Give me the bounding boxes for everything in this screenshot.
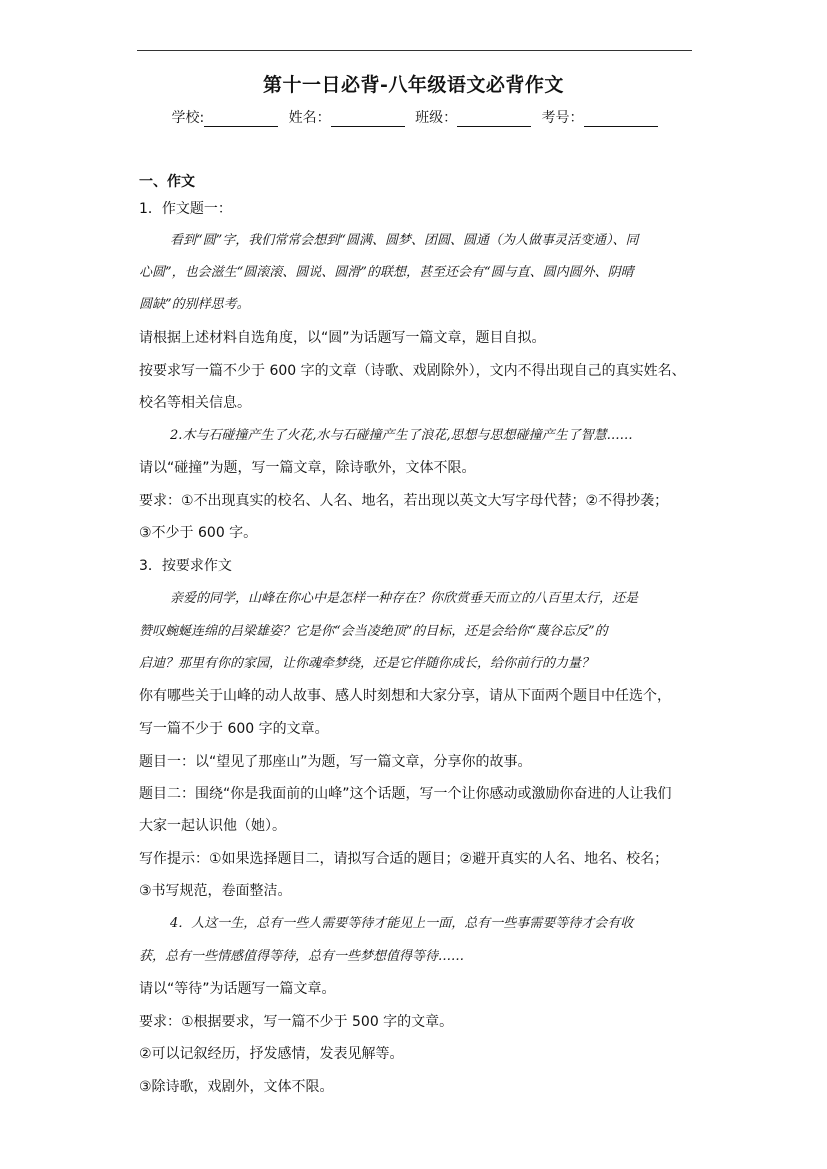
question-4-requirement: ③除诗歌，戏剧外，文体不限。	[139, 1079, 334, 1095]
question-4-requirement: ②可以记叙经历，抒发感情，发表见解等。	[139, 1046, 404, 1062]
question-4-prompt: 4．人这一生，总有一些人需要等待才能见上一面，总有一些事需要等待才会有收	[170, 916, 634, 931]
section-heading: 一、作文	[139, 174, 195, 190]
number-blank	[584, 112, 658, 127]
question-1-heading: 1．作文题一：	[139, 201, 232, 217]
question-3-instruction: 你有哪些关于山峰的动人故事、感人时刻想和大家分享，请从下面两个题目中任选个，	[139, 688, 671, 704]
question-3-topic-2: 大家一起认识他（她）。	[139, 818, 286, 834]
question-3-heading: 3．按要求作文	[139, 558, 232, 574]
question-4-instruction: 请以“等待”为话题写一篇文章。	[139, 981, 336, 997]
question-1-requirement: 校名等相关信息。	[139, 395, 251, 411]
question-2-instruction: 请以“碰撞”为题，写一篇文章，除诗歌外，文体不限。	[139, 460, 476, 476]
page-title: 第十一日必背-八年级语文必背作文	[263, 74, 564, 96]
class-label: 班级：	[415, 110, 458, 126]
material-3-line: 启迪？那里有你的家园，让你魂牵梦绕，还是它伴随你成长，给你前行的力量？	[139, 656, 595, 671]
student-info-line	[0, 107, 827, 127]
header-rule	[137, 50, 692, 51]
name-blank	[331, 112, 405, 127]
question-3-tips: ③书写规范，卷面整洁。	[139, 883, 292, 899]
question-3-tips: 写作提示：①如果选择题目二，请拟写合适的题目；②避开真实的人名、地名、校名；	[139, 851, 669, 867]
material-1-line: 圆缺”的别样思考。	[139, 297, 250, 312]
question-3-instruction: 写一篇不少于 600 字的文章。	[139, 721, 329, 737]
question-2-prompt: 2.木与石碰撞产生了火花,水与石碰撞产生了浪花,思想与思想碰撞产生了智慧……	[170, 428, 633, 443]
material-3-line: 亲爱的同学，山峰在你心中是怎样一种存在？你欣赏垂天而立的八百里太行，还是	[170, 591, 639, 606]
question-1-requirement: 按要求写一篇不少于 600 字的文章（诗歌、戏剧除外），文内不得出现自己的真实姓名、	[139, 363, 686, 379]
name-label: 姓名：	[288, 110, 331, 126]
number-label: 考号：	[541, 110, 584, 126]
class-blank	[457, 112, 531, 127]
question-1-instruction: 请根据上述材料自选角度，以“圆”为话题写一篇文章，题目自拟。	[139, 330, 546, 346]
material-3-line: 赞叹蜿蜒连绵的吕梁雄姿？它是你“会当凌绝顶”的目标，还是会给你“蔑谷忘反”的	[139, 624, 608, 639]
question-2-requirement: 要求：①不出现真实的校名、人名、地名，若出现以英文大写字母代替；②不得抄袭；	[139, 493, 669, 509]
question-4-prompt: 获，总有一些情感值得等待，总有一些梦想值得等待……	[139, 949, 465, 964]
material-1-line: 看到“圆”字，我们常常会想到“圆满、圆梦、团圆、圆通（为人做事灵活变通）、同	[170, 233, 639, 248]
question-3-topic-2: 题目二：围绕“你是我面前的山峰”这个话题，写一个让你感动或激励你奋进的人让我们	[139, 786, 672, 802]
question-4-requirement: 要求：①根据要求，写一篇不少于 500 字的文章。	[139, 1014, 454, 1030]
material-1-line: 心圆”，也会滋生“圆滚滚、圆说、圆滑”的联想，甚至还会有“圆与直、圆内圆外、阴晴	[139, 265, 634, 280]
school-blank	[204, 112, 278, 127]
question-3-topic-1: 题目一：以“望见了那座山”为题，写一篇文章，分享你的故事。	[139, 754, 532, 770]
school-label: 学校:	[171, 110, 205, 126]
question-2-requirement: ③不少于 600 字。	[139, 525, 258, 541]
